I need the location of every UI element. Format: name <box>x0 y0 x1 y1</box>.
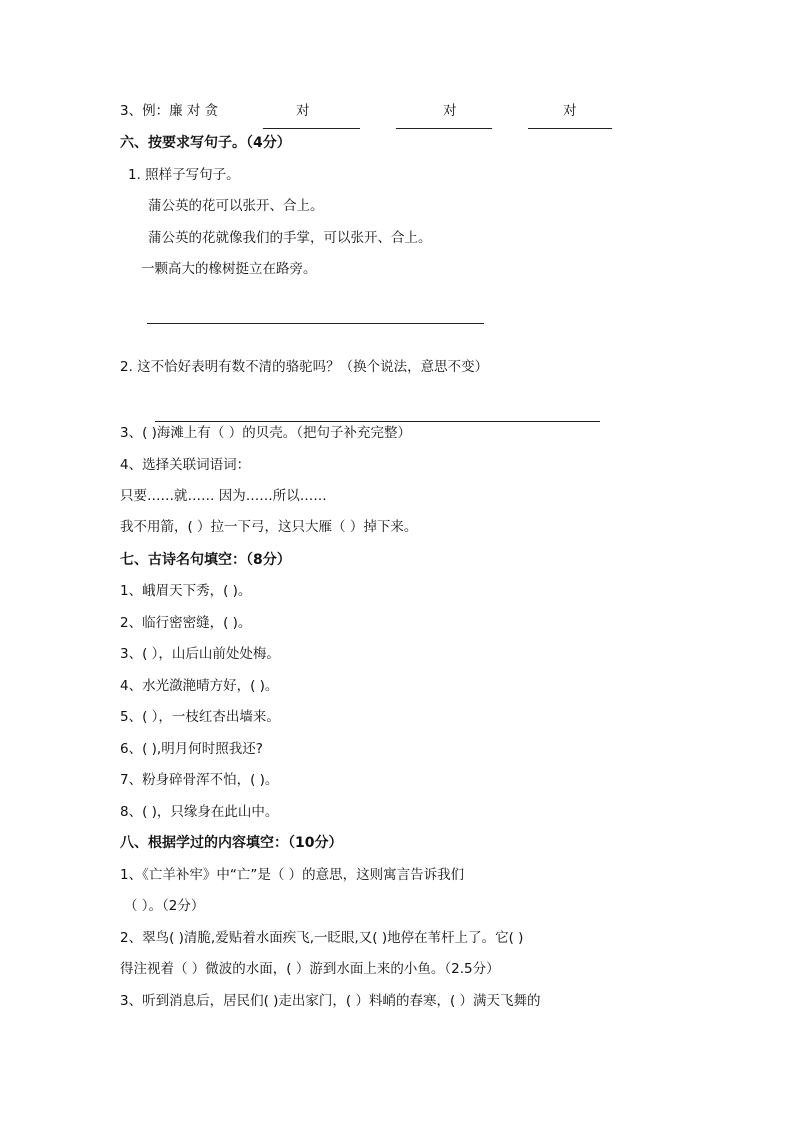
s8-q2-line-2: 得注视着（ ）微波的水面，( ）游到水面上来的小鱼。（2.5分） <box>120 961 500 977</box>
s6-q4-options: 只要……就…… 因为……所以…… <box>120 488 327 504</box>
s8-q2-line-1: 2、翠鸟( )清脆,爱贴着水面疾飞,一眨眼,又( )地停在苇杆上了。它( ) <box>120 930 524 946</box>
section-6-heading: 六、按要求写句子。（4分） <box>120 135 291 151</box>
answer-line[interactable] <box>263 128 360 129</box>
poem-line-6: 6、( ),明月何时照我还? <box>120 741 263 757</box>
s6-q3-text: 3、( )海滩上有（ ）的贝壳。（把句子补充完整） <box>120 425 411 441</box>
s6-q2-text: 2. 这不恰好表明有数不清的骆驼吗？（换个说法，意思不变） <box>120 359 489 375</box>
s6-q1-task: 一颗高大的橡树挺立在路旁。 <box>141 261 317 277</box>
s8-q1-line-1: 1、《亡羊补牢》中“亡”是（ ）的意思，这则寓言告诉我们 <box>120 867 465 883</box>
section-8-heading: 八、根据学过的内容填空：（10分） <box>120 835 343 851</box>
section-7-heading: 七、古诗名句填空：（8分） <box>120 552 291 568</box>
s6-q1-example-2: 蒲公英的花就像我们的手掌，可以张开、合上。 <box>148 230 432 246</box>
s5-q3-label: 3、例：廉 对 贪 <box>120 103 219 119</box>
answer-line[interactable] <box>147 323 484 324</box>
answer-line[interactable] <box>155 421 600 422</box>
s8-q1-line-2: （ ）。（2分） <box>124 898 205 914</box>
poem-line-3: 3、( ），山后山前处处梅。 <box>120 646 280 662</box>
s8-q3-line-1: 3、听到消息后，居民们( )走出家门，( ）料峭的春寒，( ）满天飞舞的 <box>120 993 541 1009</box>
poem-line-8: 8、( )，只缘身在此山中。 <box>120 804 279 820</box>
answer-line[interactable] <box>528 128 612 129</box>
s5-q3-dui-3: 对 <box>563 103 577 119</box>
poem-line-2: 2、临行密密缝，( )。 <box>120 615 252 631</box>
s5-q3-dui-1: 对 <box>296 103 310 119</box>
poem-line-1: 1、峨眉天下秀，( )。 <box>120 583 252 599</box>
poem-line-7: 7、粉身碎骨浑不怕，( )。 <box>120 772 279 788</box>
answer-line[interactable] <box>396 128 492 129</box>
s6-q4-sentence: 我不用箭，( ）拉一下弓，这只大雁（ ）掉下来。 <box>120 519 418 535</box>
s5-q3-dui-2: 对 <box>443 103 457 119</box>
poem-line-5: 5、( ），一枝红杏出墙来。 <box>120 709 280 725</box>
s6-q4-prompt: 4、选择关联词语词： <box>120 457 251 473</box>
s6-q1-prompt: 1. 照样子写句子。 <box>128 167 240 183</box>
s6-q1-example-1: 蒲公英的花可以张开、合上。 <box>148 198 324 214</box>
poem-line-4: 4、水光潋滟晴方好，( )。 <box>120 678 279 694</box>
